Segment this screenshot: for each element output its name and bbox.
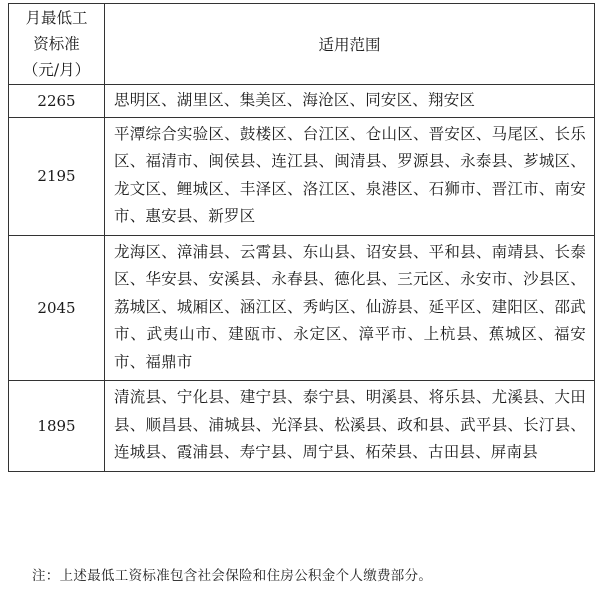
area-list: 清流县、宁化县、建宁县、泰宁县、明溪县、将乐县、尤溪县、大田县、顺昌县、浦城县、光泽县、松溪县、政和县、武平县、长汀县、连城县、霞浦县、寿宁县、周宁县、柘荣县、古田县、屏南县 bbox=[105, 381, 595, 472]
footnote: 注：上述最低工资标准包含社会保险和住房公积金个人缴费部分。 bbox=[32, 568, 433, 584]
area-list: 平潭综合实验区、鼓楼区、台江区、仓山区、晋安区、马尾区、长乐区、福清市、闽侯县、连江县、闽清县、罗源县、永泰县、芗城区、龙文区、鲤城区、丰泽区、洛江区、泉港区、石狮市、晋江市、南安市、惠安县、新罗区 bbox=[105, 117, 595, 235]
header-line: 资标准 bbox=[33, 35, 80, 53]
table-row bbox=[9, 235, 595, 381]
header-line: （元/月） bbox=[22, 61, 91, 79]
header-line: 月最低工 bbox=[25, 9, 88, 27]
area-list: 龙海区、漳浦县、云霄县、东山县、诏安县、平和县、南靖县、长泰区、华安县、安溪县、永春县、德化县、三元区、永安市、沙县区、荔城区、城厢区、涵江区、秀屿区、仙游县、延平区、建阳区、邵武市、武夷山市、建瓯市、永定区、漳平市、上杭县、蕉城区、福安市、福鼎市 bbox=[105, 235, 595, 381]
wage-amount: 2045 bbox=[9, 235, 105, 381]
wage-amount: 2265 bbox=[9, 85, 105, 118]
table-row bbox=[9, 85, 595, 118]
header-wage-standard bbox=[9, 4, 105, 85]
header-scope: 适用范围 bbox=[105, 4, 595, 85]
wage-amount: 2195 bbox=[9, 117, 105, 235]
minimum-wage-table bbox=[8, 3, 595, 472]
area-list: 思明区、湖里区、集美区、海沧区、同安区、翔安区 bbox=[105, 85, 595, 118]
wage-amount: 1895 bbox=[9, 381, 105, 472]
table-row bbox=[9, 117, 595, 235]
table-header-row bbox=[9, 4, 595, 85]
table-row bbox=[9, 381, 595, 472]
